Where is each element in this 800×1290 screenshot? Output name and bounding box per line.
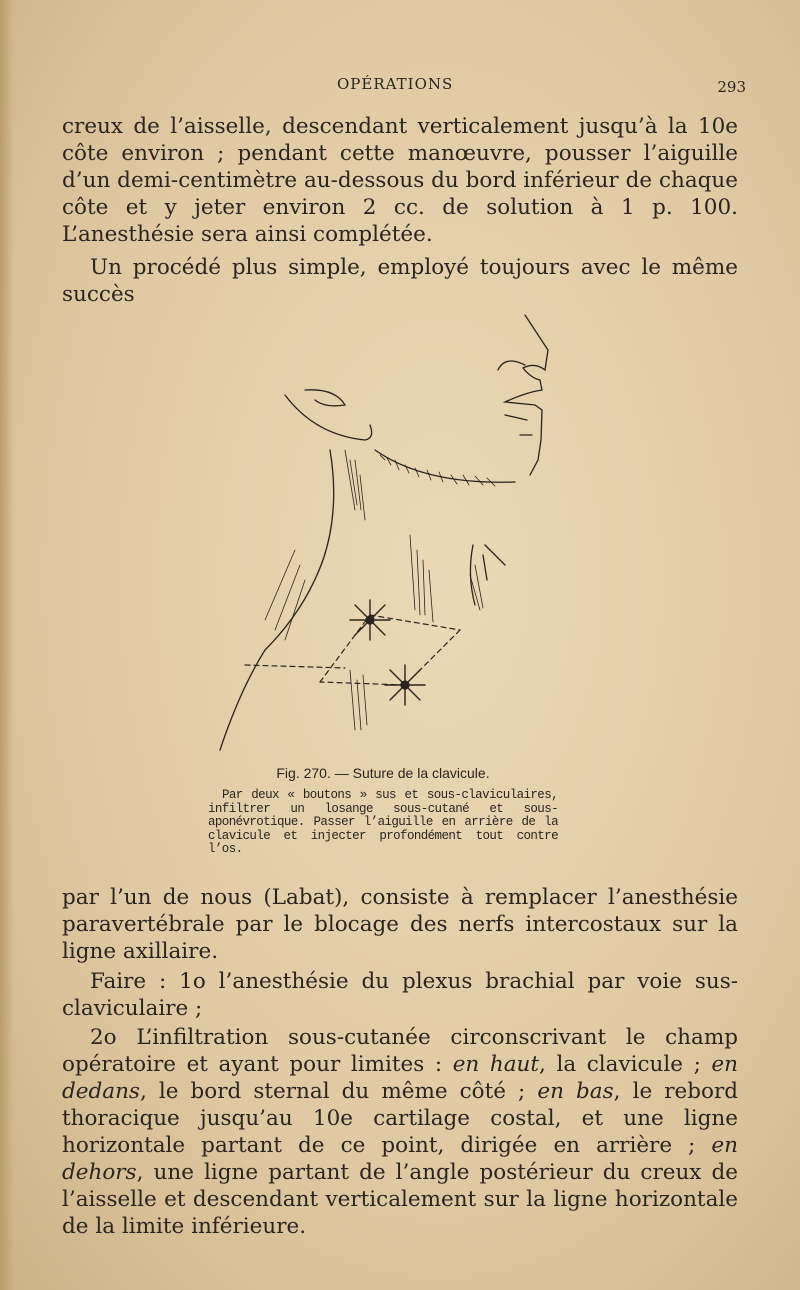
running-head: OPÉRATIONS: [337, 75, 454, 93]
paragraph-step-2: [62, 1024, 738, 1240]
paragraph-procedure-intro: Un procédé plus simple, employé toujours avec le même succès: [62, 255, 738, 307]
page-number: 293: [717, 78, 746, 96]
step-2-em-dedans: en dedans: [62, 1052, 738, 1104]
step-2-text-d: , le rebord thoracique jusqu’au 10e cartilage costal, et une ligne horizontale partant de ce point, dirigée en arrière ;: [62, 1079, 738, 1158]
step-2-em-bas: en bas: [537, 1079, 614, 1104]
page-edge-shadow: [0, 0, 14, 1290]
page-header: [60, 73, 746, 99]
step-2-text-a: 2o L’infiltration sous-cutanée circonscrivant le champ opératoire et ayant pour limites :: [62, 1025, 738, 1077]
figure-illustration: [205, 310, 575, 760]
paragraph-step-1: Faire : 1o l’anesthésie du plexus brachial par voie sus-claviculaire ;: [62, 969, 738, 1021]
step-2-em-dehors: en dehors: [62, 1133, 738, 1185]
step-2-text-c: , le bord sternal du même côté ;: [139, 1079, 538, 1104]
paragraph-labat-procedure: par l’un de nous (Labat), consiste à remplacer l’anesthésie paravertébrale par le blocage des nerfs intercostaux sur la ligne axillaire.: [62, 885, 738, 964]
figure-caption: [208, 765, 558, 857]
figure-caption-text: Par deux « boutons » sus et sous-claviculaires, infiltrer un losange sous-cutané et sous-aponévrotique. Passer l’aiguille en arrière de la clavicule et injecter profondément tout contre l’os.: [208, 788, 558, 856]
paragraph-continued: creux de l’aisselle, descendant verticalement jusqu’à la 10e côte environ ; pendant cette manœuvre, pousser l’aiguille d’un demi-centimètre au-dessous du bord inférieur de chaque côte et y jeter environ 2 cc. de solution à 1 p. 100. L’anesthésie sera ainsi complétée.: [62, 114, 738, 247]
clavicle-suture-drawing: [205, 310, 575, 760]
step-2-em-haut: en haut: [452, 1052, 540, 1077]
step-2-text-e: , une ligne partant de l’angle postérieur du creux de l’aisselle et descendant verticalement sur la ligne horizontale de la limite inférieure.: [62, 1160, 738, 1239]
figure-title: Fig. 270. — Suture de la clavicule.: [276, 765, 490, 781]
step-2-text-b: , la clavicule ;: [539, 1052, 712, 1077]
